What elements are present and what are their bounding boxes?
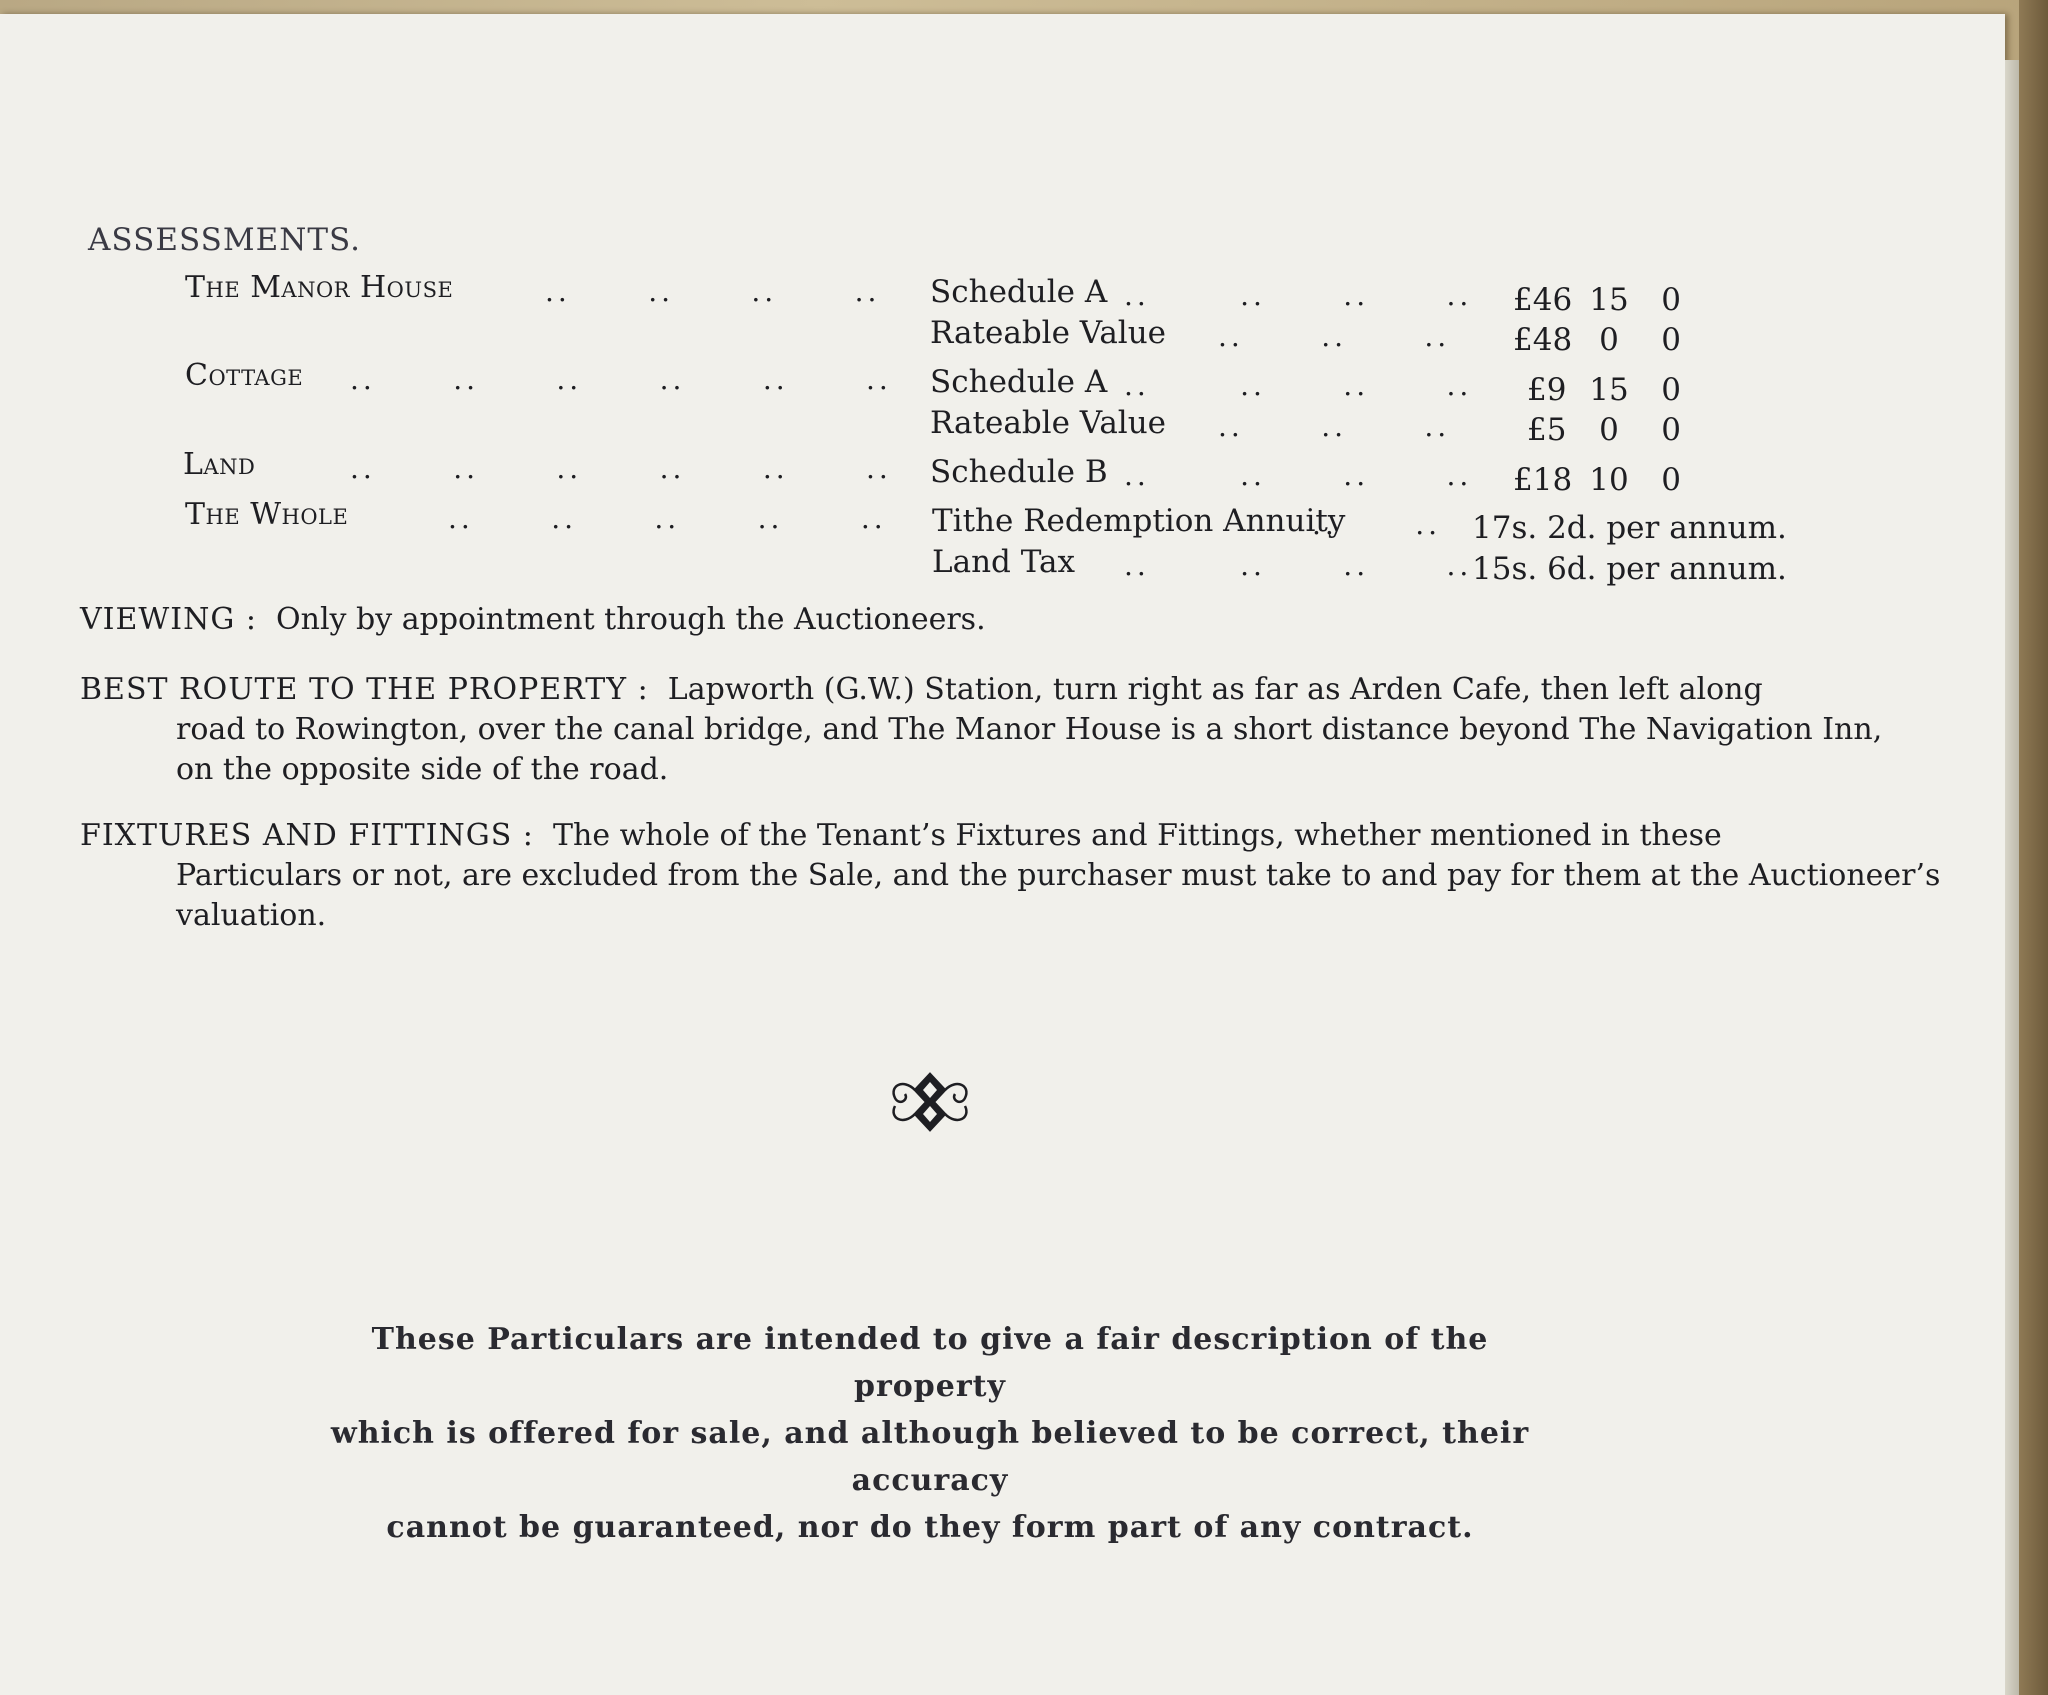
fixtures-line-3: valuation. xyxy=(176,898,327,933)
ornament-icon xyxy=(885,1070,975,1134)
leader-dots: .. .. .. .. .. .. xyxy=(350,452,892,485)
assessment-item: Land Tax xyxy=(932,544,1075,580)
leader-dots: .. .. xyxy=(1312,508,1442,541)
assessment-item: Schedule B xyxy=(930,454,1108,490)
fixtures-line-1: The whole of the Tenant’s Fixtures and Fittings, whether mentioned in these xyxy=(552,818,1722,853)
assessment-item: Schedule A xyxy=(930,364,1108,400)
viewing-lead: VIEWING : xyxy=(80,602,257,637)
assessment-amount: 17s. 2d. per annum. xyxy=(1472,510,1787,546)
pence: 0 xyxy=(1661,282,1681,318)
pounds: £18 xyxy=(1513,462,1573,498)
route-lead: BEST ROUTE TO THE PROPERTY : xyxy=(80,672,649,707)
leader-dots: .. .. .. .. xyxy=(545,275,881,308)
assessment-amount xyxy=(1527,372,1681,408)
assessment-amount xyxy=(1513,322,1681,358)
assessment-property: The Whole xyxy=(185,497,349,532)
assessment-item: Rateable Value xyxy=(930,315,1167,351)
pence: 0 xyxy=(1661,372,1681,408)
disclaimer xyxy=(320,1316,1540,1551)
binding-edge xyxy=(2019,0,2048,1695)
assessments-heading: ASSESSMENTS. xyxy=(88,222,362,258)
leader-dots: .. .. .. .. .. xyxy=(448,502,887,535)
fixtures-lead: FIXTURES AND FITTINGS : xyxy=(80,818,534,853)
pounds: £5 xyxy=(1527,412,1567,448)
disclaimer-line-1: These Particulars are intended to give a fair description of the property xyxy=(371,1322,1489,1404)
assessment-amount xyxy=(1527,412,1681,448)
leader-dots: .. .. .. xyxy=(1218,320,1451,353)
pounds: £9 xyxy=(1527,372,1567,408)
leader-dots: .. .. .. .. xyxy=(1124,459,1473,492)
pence: 0 xyxy=(1661,412,1681,448)
leader-dots: .. .. .. .. xyxy=(1124,279,1473,312)
pounds: £46 xyxy=(1513,282,1573,318)
disclaimer-line-2: which is offered for sale, and although believed to be correct, their accuracy xyxy=(330,1416,1530,1498)
viewing-text: Only by appointment through the Auctioneers. xyxy=(276,602,986,637)
pence: 0 xyxy=(1661,462,1681,498)
shillings: 0 xyxy=(1599,412,1619,448)
fixtures-line-2: Particulars or not, are excluded from the Sale, and the purchaser must take to and pay for them at the Auctioneer’s xyxy=(176,858,1941,893)
shillings: 15 xyxy=(1589,282,1629,318)
assessment-amount xyxy=(1513,282,1681,318)
route-section xyxy=(80,670,1883,800)
assessment-amount xyxy=(1513,462,1681,498)
disclaimer-line-3: cannot be guaranteed, nor do they form part of any contract. xyxy=(386,1510,1474,1545)
route-line-3: on the opposite side of the road. xyxy=(176,752,669,787)
assessment-item: Rateable Value xyxy=(930,405,1167,441)
assessment-item: Schedule A xyxy=(930,274,1108,310)
leader-dots: .. .. .. .. .. .. xyxy=(350,363,892,396)
shillings: 15 xyxy=(1589,372,1629,408)
assessment-property: The Manor House xyxy=(185,270,454,305)
pounds: £48 xyxy=(1513,322,1573,358)
assessment-property: Cottage xyxy=(185,358,304,393)
page-edge xyxy=(2005,60,2019,1695)
shillings: 10 xyxy=(1589,462,1629,498)
assessment-property: Land xyxy=(183,447,256,482)
assessment-amount: 15s. 6d. per annum. xyxy=(1472,551,1787,587)
leader-dots: .. .. .. xyxy=(1218,410,1451,443)
leader-dots: .. .. .. .. xyxy=(1124,549,1473,582)
leader-dots: .. .. .. .. xyxy=(1124,369,1473,402)
route-line-2: road to Rowington, over the canal bridge, and The Manor House is a short distance beyond The Navigation Inn, xyxy=(176,712,1883,747)
fixtures-section xyxy=(80,816,1941,946)
route-line-1: Lapworth (G.W.) Station, turn right as far as Arden Cafe, then left along xyxy=(667,672,1763,707)
shillings: 0 xyxy=(1599,322,1619,358)
assessment-item: Tithe Redemption Annuity xyxy=(932,503,1346,539)
pence: 0 xyxy=(1661,322,1681,358)
